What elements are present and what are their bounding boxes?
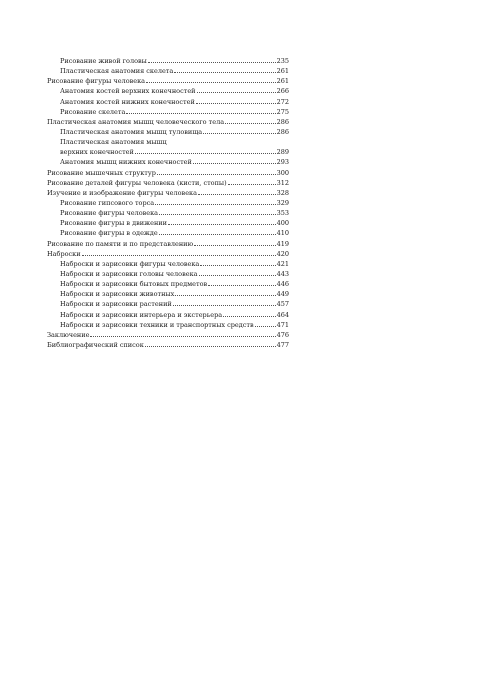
- toc-leader-dots: [155, 198, 275, 205]
- toc-entry-title: Пластическая анатомия мышц человеческого тела: [47, 117, 225, 126]
- toc-entry-page: 275: [276, 107, 289, 116]
- toc-leader-dots: [159, 228, 276, 235]
- toc-entry-title: Рисование живой головы: [60, 57, 147, 65]
- toc-entry-title: Пластическая анатомия скелета: [60, 67, 174, 76]
- toc-leader-dots: [228, 178, 276, 185]
- toc-entry-title: Наброски и зарисовки растений: [60, 300, 172, 309]
- toc-entry: [47, 208, 289, 218]
- table-of-contents: [47, 56, 289, 350]
- toc-leader-dots: [196, 97, 276, 104]
- toc-entry-title: Рисование гипсового торса: [60, 198, 155, 207]
- toc-entry-title: Рисование скелета: [60, 107, 126, 116]
- toc-entry: [47, 86, 289, 96]
- toc-entry-title: Наброски и зарисовки техники и транспортных средств: [60, 320, 254, 329]
- toc-leader-dots: [203, 127, 275, 134]
- toc-entry-title: Наброски: [47, 249, 81, 258]
- toc-entry-title: Рисование по памяти и по представлению: [47, 239, 194, 248]
- toc-leader-dots: [175, 289, 275, 296]
- toc-entry: [47, 76, 289, 86]
- toc-leader-dots: [208, 279, 275, 286]
- toc-entry-title: Рисование фигуры человека: [47, 77, 146, 86]
- toc-entry: [47, 198, 289, 208]
- toc-entry-page: 272: [276, 97, 289, 106]
- toc-entry-page: 261: [276, 67, 289, 76]
- toc-entry-title: Наброски и зарисовки головы человека: [60, 269, 198, 278]
- toc-entry: [47, 279, 289, 289]
- toc-entry-title: Заключение: [47, 330, 90, 339]
- toc-entry: [47, 299, 289, 309]
- toc-entry-page: 476: [276, 330, 289, 339]
- toc-entry: [47, 330, 289, 340]
- toc-entry: [47, 218, 289, 228]
- toc-entry: [47, 228, 289, 238]
- toc-leader-dots: [225, 117, 275, 124]
- toc-leader-dots: [199, 269, 276, 276]
- toc-entry: [47, 66, 289, 76]
- toc-entry: [47, 107, 289, 117]
- toc-entry: [47, 340, 289, 350]
- toc-entry-page: 419: [276, 239, 289, 248]
- toc-leader-dots: [193, 157, 276, 164]
- toc-leader-dots: [82, 249, 276, 256]
- toc-entry-page: 353: [276, 209, 289, 218]
- toc-entry: [47, 289, 289, 299]
- toc-entry-page: 420: [276, 249, 289, 258]
- toc-entry-page: 446: [276, 280, 289, 289]
- toc-entry: [47, 56, 289, 66]
- toc-entry: [47, 259, 289, 269]
- toc-entry: [47, 310, 289, 320]
- toc-leader-dots: [157, 168, 276, 175]
- toc-entry-title: Анатомия костей верхних конечностей: [60, 87, 196, 96]
- toc-leader-dots: [194, 239, 275, 246]
- toc-leader-dots: [197, 86, 276, 93]
- toc-entry: [47, 137, 289, 147]
- toc-entry-title: Пластическая анатомия мышц: [60, 138, 167, 147]
- toc-entry-page: 293: [276, 158, 289, 167]
- toc-entry-title: Анатомия мышц нижних конечностей: [60, 158, 192, 167]
- toc-entry: [47, 249, 289, 259]
- toc-entry-page: 286: [276, 117, 289, 126]
- toc-entry-page: 471: [276, 320, 289, 329]
- toc-entry-page: 449: [276, 290, 289, 299]
- toc-entry: [47, 157, 289, 167]
- toc-entry-page: 457: [276, 300, 289, 309]
- toc-entry-title: Библиографический список: [47, 340, 144, 349]
- toc-entry-page: 400: [276, 219, 289, 228]
- toc-leader-dots: [173, 299, 276, 306]
- toc-leader-dots: [90, 330, 275, 337]
- toc-entry: [47, 127, 289, 137]
- toc-entry-page: 266: [276, 87, 289, 96]
- toc-entry-title: Пластическая анатомия мышц туловища: [60, 127, 203, 136]
- toc-entry-page: 328: [276, 188, 289, 197]
- toc-entry-title: Рисование фигуры в движении: [60, 219, 167, 228]
- toc-entry-title: Рисование фигуры в одежде: [60, 229, 158, 238]
- toc-entry-page: 421: [276, 259, 289, 268]
- toc-leader-dots: [135, 147, 276, 154]
- toc-entry-page: 477: [276, 340, 289, 349]
- toc-entry-title: Наброски и зарисовки интерьера и экстерьера: [60, 310, 223, 319]
- toc-leader-dots: [223, 310, 275, 317]
- toc-entry-title: Изучение и изображение фигуры человека: [47, 188, 197, 197]
- toc-entry: [47, 117, 289, 127]
- toc-entry-title: Наброски и зарисовки бытовых предметов: [60, 280, 208, 289]
- toc-entry-title: Рисование мышечных структур: [47, 168, 156, 177]
- toc-leader-dots: [198, 188, 276, 195]
- toc-entry: [47, 168, 289, 178]
- toc-entry-title: Рисование фигуры человека: [60, 209, 159, 218]
- toc-entry: [47, 147, 289, 157]
- toc-entry-title: Анатомия костей нижних конечностей: [60, 97, 195, 106]
- toc-entry-page: 443: [276, 269, 289, 278]
- toc-entry: [47, 97, 289, 107]
- toc-entry-page: 286: [276, 127, 289, 136]
- toc-leader-dots: [126, 107, 275, 114]
- toc-entry-page: 410: [276, 229, 289, 238]
- toc-leader-dots: [145, 340, 276, 347]
- toc-entry-page: 312: [276, 178, 289, 187]
- toc-entry-page: 300: [276, 168, 289, 177]
- toc-entry-page: 289: [276, 148, 289, 157]
- toc-entry: [47, 188, 289, 198]
- toc-leader-dots: [255, 320, 276, 327]
- toc-leader-dots: [146, 76, 276, 83]
- toc-entry-title: Наброски и зарисовки животных: [60, 290, 175, 299]
- toc-entry-page: 261: [276, 77, 289, 86]
- toc-entry: [47, 239, 289, 249]
- toc-entry: [47, 320, 289, 330]
- toc-entry-title: Рисование деталей фигуры человека (кисти, стопы): [47, 178, 227, 187]
- toc-entry-title: Наброски и зарисовки фигуры человека: [60, 259, 200, 268]
- toc-entry: [47, 269, 289, 279]
- toc-leader-dots: [168, 218, 276, 225]
- toc-entry-page: 329: [276, 198, 289, 207]
- toc-leader-dots: [200, 259, 275, 266]
- toc-entry-page: 464: [276, 310, 289, 319]
- toc-entry-title: верхних конечностей: [60, 148, 134, 157]
- toc-leader-dots: [159, 208, 276, 215]
- toc-leader-dots: [148, 56, 276, 63]
- toc-leader-dots: [174, 66, 275, 73]
- toc-entry-page: 235: [276, 57, 289, 65]
- toc-entry: [47, 178, 289, 188]
